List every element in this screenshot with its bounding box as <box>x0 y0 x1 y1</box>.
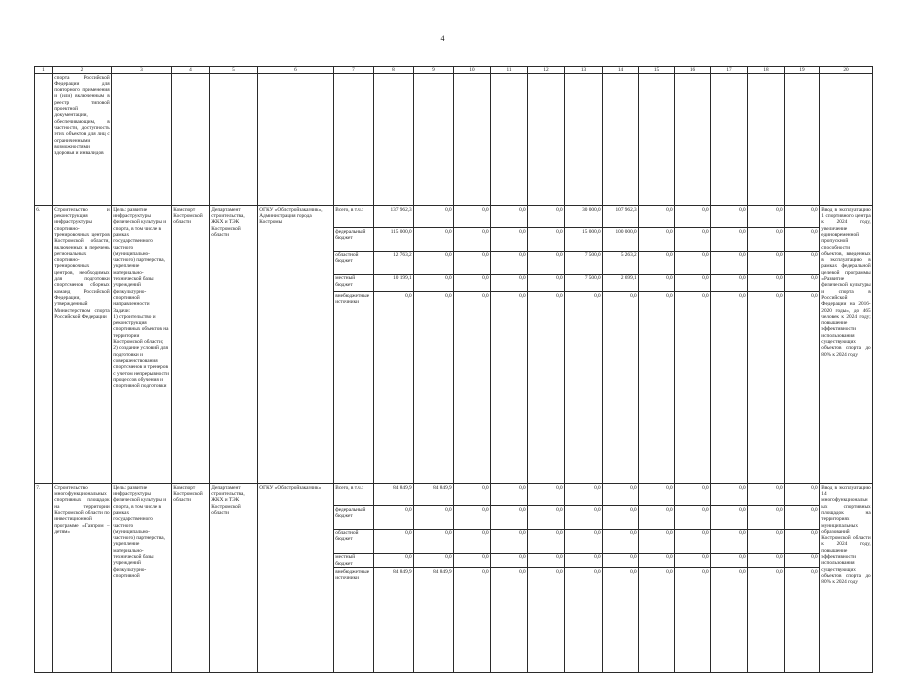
funding-value-cell: 0,0 <box>711 484 748 506</box>
funding-value-cell: 30 000,0 <box>565 206 603 228</box>
funding-source-cell: местный бюджет <box>334 553 374 568</box>
funding-value-cell: 0,0 <box>675 274 711 291</box>
empty-cell <box>785 74 820 206</box>
column-number: 19 <box>785 67 820 74</box>
funding-value-cell: 0,0 <box>528 529 565 553</box>
funding-value-cell: 0,0 <box>491 568 528 672</box>
funding-value-cell: 0,0 <box>603 484 639 506</box>
column-number: 20 <box>820 67 873 74</box>
funding-value-cell: 0,0 <box>491 228 528 251</box>
column-number: 12 <box>528 67 565 74</box>
funding-value-cell: 0,0 <box>491 274 528 291</box>
coexecutor-cell: Департамент строительства, ЖКХ и ТЭК Костромской области <box>210 484 258 673</box>
funding-value-cell: 0,0 <box>639 484 675 506</box>
funding-value-cell: 100 000,0 <box>603 228 639 251</box>
funding-value-cell: 0,0 <box>711 568 748 672</box>
funding-source-cell: федеральный бюджет <box>334 506 374 529</box>
funding-value-cell: 0,0 <box>639 529 675 553</box>
empty-cell <box>258 74 334 206</box>
activity-name-cell: спорта Российской Федерации для повторного применения и (или) включенным в реестр типовой проектной документации, обеспечивающим, в частности, доступность этих объектов для лиц с ограниченными возможностями здоровья и инвалидов <box>53 74 112 206</box>
funding-value-cell: 0,0 <box>565 506 603 529</box>
column-number: 18 <box>748 67 785 74</box>
expected-result-cell: Ввод в эксплуатацию 14 многофункциональных спортивных площадок на территориях муниципальных образований Костромской области к 2024 году, повышение эффективности использования существующих объектов спорта до 80% к 2024 году <box>820 484 873 673</box>
funding-source-cell: федеральный бюджет <box>334 228 374 251</box>
funding-value-cell: 0,0 <box>565 529 603 553</box>
empty-cell <box>35 74 53 206</box>
funding-value-cell: 84 849,9 <box>374 484 414 506</box>
funding-value-cell: 0,0 <box>785 206 820 228</box>
funding-value-cell: 0,0 <box>639 206 675 228</box>
column-number: 7 <box>334 67 374 74</box>
funding-value-cell: 0,0 <box>603 568 639 672</box>
empty-cell <box>748 74 785 206</box>
funding-value-cell: 2 699,1 <box>603 274 639 291</box>
funding-value-cell: 0,0 <box>528 506 565 529</box>
empty-cell <box>172 74 210 206</box>
funding-value-cell: 0,0 <box>454 291 491 483</box>
funding-value-cell: 0,0 <box>565 568 603 672</box>
funding-value-cell: 0,0 <box>748 553 785 568</box>
column-number: 5 <box>210 67 258 74</box>
funding-value-cell: 0,0 <box>748 251 785 274</box>
funding-source-cell: Всего, в т.ч.: <box>334 206 374 228</box>
funding-value-cell: 0,0 <box>639 274 675 291</box>
funding-value-cell: 0,0 <box>491 291 528 483</box>
funding-value-cell: 0,0 <box>454 529 491 553</box>
funding-value-cell: 0,0 <box>675 291 711 483</box>
funding-value-cell: 0,0 <box>414 553 454 568</box>
funding-value-cell: 0,0 <box>639 291 675 483</box>
funding-value-cell: 0,0 <box>528 228 565 251</box>
column-number: 2 <box>53 67 112 74</box>
funding-value-cell: 7 500,0 <box>565 251 603 274</box>
empty-cell <box>374 74 414 206</box>
funding-value-cell: 84 849,9 <box>414 484 454 506</box>
funding-value-cell: 107 962,3 <box>603 206 639 228</box>
funding-value-cell: 0,0 <box>639 568 675 672</box>
funding-value-cell: 0,0 <box>491 251 528 274</box>
funding-value-cell: 0,0 <box>454 274 491 291</box>
funding-value-cell: 0,0 <box>414 206 454 228</box>
funding-value-cell: 0,0 <box>785 291 820 483</box>
funding-value-cell: 0,0 <box>785 568 820 672</box>
funding-value-cell: 0,0 <box>491 506 528 529</box>
column-number: 3 <box>112 67 172 74</box>
funding-value-cell: 0,0 <box>528 553 565 568</box>
funding-value-cell: 137 962,3 <box>374 206 414 228</box>
funding-value-cell: 0,0 <box>639 506 675 529</box>
funding-value-cell: 0,0 <box>675 228 711 251</box>
funding-value-cell: 0,0 <box>639 228 675 251</box>
funding-value-cell: 0,0 <box>603 291 639 483</box>
funding-source-cell: областной бюджет <box>334 529 374 553</box>
funding-value-cell: 0,0 <box>748 529 785 553</box>
funding-value-cell: 0,0 <box>675 568 711 672</box>
funding-value-cell: 0,0 <box>565 553 603 568</box>
funding-value-cell: 115 000,0 <box>374 228 414 251</box>
table-row-continuation <box>35 74 873 206</box>
executor-cell: Комспорт Костромской области <box>172 206 210 484</box>
funding-source-cell: областной бюджет <box>334 251 374 274</box>
funding-value-cell: 0,0 <box>711 206 748 228</box>
funding-value-cell: 0,0 <box>711 529 748 553</box>
column-number: 10 <box>454 67 491 74</box>
funding-value-cell: 0,0 <box>711 553 748 568</box>
funding-value-cell: 0,0 <box>565 291 603 483</box>
funding-value-cell: 0,0 <box>491 553 528 568</box>
participants-cell: ОГКУ «Облстройзаказчик» <box>258 484 334 673</box>
funding-value-cell: 0,0 <box>711 251 748 274</box>
empty-cell <box>675 74 711 206</box>
funding-value-cell: 84 849,9 <box>374 568 414 672</box>
executor-cell: Комспорт Костромской области <box>172 484 210 673</box>
empty-cell <box>565 74 603 206</box>
funding-value-cell: 0,0 <box>454 506 491 529</box>
funding-value-cell: 0,0 <box>785 274 820 291</box>
funding-value-cell: 0,0 <box>414 251 454 274</box>
funding-value-cell: 0,0 <box>374 506 414 529</box>
funding-value-cell: 15 000,0 <box>565 228 603 251</box>
column-number: 6 <box>258 67 334 74</box>
funding-value-cell: 0,0 <box>454 568 491 672</box>
funding-value-cell: 0,0 <box>748 228 785 251</box>
funding-value-cell: 0,0 <box>785 553 820 568</box>
goal-tasks-cell: Цель: развитие инфраструктуры физической культуры и спорта, в том числе в рамках государственного частного (муниципально-частного) партнерства, укрепление материально-технической базы учреждений физкультурно-спортивной <box>112 484 172 673</box>
funding-value-cell: 0,0 <box>374 529 414 553</box>
funding-value-cell: 0,0 <box>748 568 785 672</box>
funding-value-cell: 0,0 <box>454 484 491 506</box>
empty-cell <box>112 74 172 206</box>
column-number: 8 <box>374 67 414 74</box>
column-number: 1 <box>35 67 53 74</box>
funding-value-cell: 0,0 <box>528 206 565 228</box>
activity-name-cell: Строительство и реконструкция инфраструктуры спортивно-тренировочных центров Костромской области, включенных в перечень региональных спортивно-тренировочных центров, необходимых для подготовки спортсменов сборных команд Российской Федерации, утвержденный Министерством спорта Российской Федерации <box>53 206 112 484</box>
column-number: 13 <box>565 67 603 74</box>
funding-value-cell: 0,0 <box>603 506 639 529</box>
column-number: 11 <box>491 67 528 74</box>
funding-value-cell: 0,0 <box>454 553 491 568</box>
funding-value-cell: 0,0 <box>711 228 748 251</box>
empty-cell <box>491 74 528 206</box>
empty-cell <box>334 74 374 206</box>
funding-source-cell: внебюджетные источники <box>334 568 374 672</box>
funding-value-cell: 0,0 <box>675 484 711 506</box>
funding-value-cell: 12 763,2 <box>374 251 414 274</box>
funding-value-cell: 0,0 <box>374 291 414 483</box>
activity-name-cell: Строительство многофункциональных спортивных площадок на территории Костромской области по инвестиционной программе «Газпром – детям» <box>53 484 112 673</box>
funding-value-cell: 0,0 <box>675 506 711 529</box>
program-activities-table <box>34 66 873 673</box>
expected-result-cell: Ввод в эксплуатацию 1 спортивного центра к 2024 году, увеличение единовременной пропускной способности объектов, введенных в эксплуатацию в рамках федеральной целевой программы «Развитие физической культуры и спорта в Российской Федерации на 2016-2020 годы», до 465 человек к 2024 году; повышение эффективности использования существующих объектов спорта до 80% к 2024 году <box>820 206 873 484</box>
funding-value-cell: 0,0 <box>711 506 748 529</box>
funding-value-cell: 0,0 <box>414 274 454 291</box>
funding-source-cell: местный бюджет <box>334 274 374 291</box>
coexecutor-cell: Департамент строительства, ЖКХ и ТЭК Костромской области <box>210 206 258 484</box>
funding-value-cell: 7 500,0 <box>565 274 603 291</box>
empty-cell <box>210 74 258 206</box>
funding-value-cell: 5 263,2 <box>603 251 639 274</box>
funding-value-cell: 0,0 <box>528 484 565 506</box>
empty-cell <box>454 74 491 206</box>
funding-value-cell: 0,0 <box>414 506 454 529</box>
funding-value-cell: 0,0 <box>748 484 785 506</box>
funding-value-cell: 0,0 <box>454 228 491 251</box>
funding-value-cell: 0,0 <box>491 484 528 506</box>
row-number-cell: 6. <box>35 206 53 484</box>
funding-value-cell: 0,0 <box>414 228 454 251</box>
funding-value-cell: 0,0 <box>748 274 785 291</box>
funding-value-cell: 0,0 <box>785 251 820 274</box>
row-number-cell: 7. <box>35 484 53 673</box>
funding-value-cell: 0,0 <box>491 529 528 553</box>
empty-cell <box>639 74 675 206</box>
funding-value-cell: 0,0 <box>374 553 414 568</box>
column-number: 16 <box>675 67 711 74</box>
funding-value-cell: 0,0 <box>528 568 565 672</box>
funding-value-cell: 0,0 <box>414 529 454 553</box>
funding-value-cell: 0,0 <box>414 291 454 483</box>
funding-source-cell: Всего, в т.ч.: <box>334 484 374 506</box>
funding-value-cell: 0,0 <box>785 484 820 506</box>
funding-source-cell: внебюджетные источники <box>334 291 374 483</box>
funding-value-cell: 0,0 <box>711 291 748 483</box>
funding-value-cell: 0,0 <box>565 484 603 506</box>
funding-value-cell: 10 199,1 <box>374 274 414 291</box>
funding-value-cell: 0,0 <box>603 553 639 568</box>
funding-value-cell: 0,0 <box>748 206 785 228</box>
page-number: 4 <box>440 34 445 43</box>
funding-value-cell: 0,0 <box>675 529 711 553</box>
funding-value-cell: 0,0 <box>639 553 675 568</box>
funding-value-cell: 0,0 <box>675 206 711 228</box>
column-number: 9 <box>414 67 454 74</box>
empty-cell <box>820 74 873 206</box>
column-number: 15 <box>639 67 675 74</box>
empty-cell <box>414 74 454 206</box>
funding-value-cell: 0,0 <box>748 291 785 483</box>
funding-value-cell: 0,0 <box>454 206 491 228</box>
empty-cell <box>603 74 639 206</box>
table-row <box>35 484 873 506</box>
funding-value-cell: 0,0 <box>454 251 491 274</box>
funding-value-cell: 0,0 <box>491 206 528 228</box>
table-row <box>35 206 873 228</box>
funding-value-cell: 0,0 <box>603 529 639 553</box>
column-number: 14 <box>603 67 639 74</box>
column-number-row <box>35 67 873 74</box>
empty-cell <box>711 74 748 206</box>
participants-cell: ОГКУ «Облстройзаказчик», Администрация города Костромы <box>258 206 334 484</box>
goal-tasks-cell: Цель: развитие инфраструктуры физической культуры и спорта, в том числе в рамках государственного частного (муниципально-частного) партнерства, укрепление материально-технической базы учреждений физкультурно-спортивной направленности Задачи: 1) строительство и реконструкция спортивных объектов на территории Костромской области; 2) создание условий для подготовки и совершенствования спортсменов и тренеров с учетом непрерывности процессов обучения и спортивной подготовки <box>112 206 172 484</box>
funding-value-cell: 0,0 <box>675 251 711 274</box>
funding-value-cell: 0,0 <box>748 506 785 529</box>
funding-value-cell: 84 849,9 <box>414 568 454 672</box>
column-number: 4 <box>172 67 210 74</box>
funding-value-cell: 0,0 <box>528 274 565 291</box>
funding-value-cell: 0,0 <box>528 251 565 274</box>
funding-value-cell: 0,0 <box>711 274 748 291</box>
funding-value-cell: 0,0 <box>785 529 820 553</box>
funding-value-cell: 0,0 <box>675 553 711 568</box>
funding-value-cell: 0,0 <box>785 228 820 251</box>
funding-value-cell: 0,0 <box>785 506 820 529</box>
funding-value-cell: 0,0 <box>528 291 565 483</box>
funding-value-cell: 0,0 <box>639 251 675 274</box>
empty-cell <box>528 74 565 206</box>
column-number: 17 <box>711 67 748 74</box>
